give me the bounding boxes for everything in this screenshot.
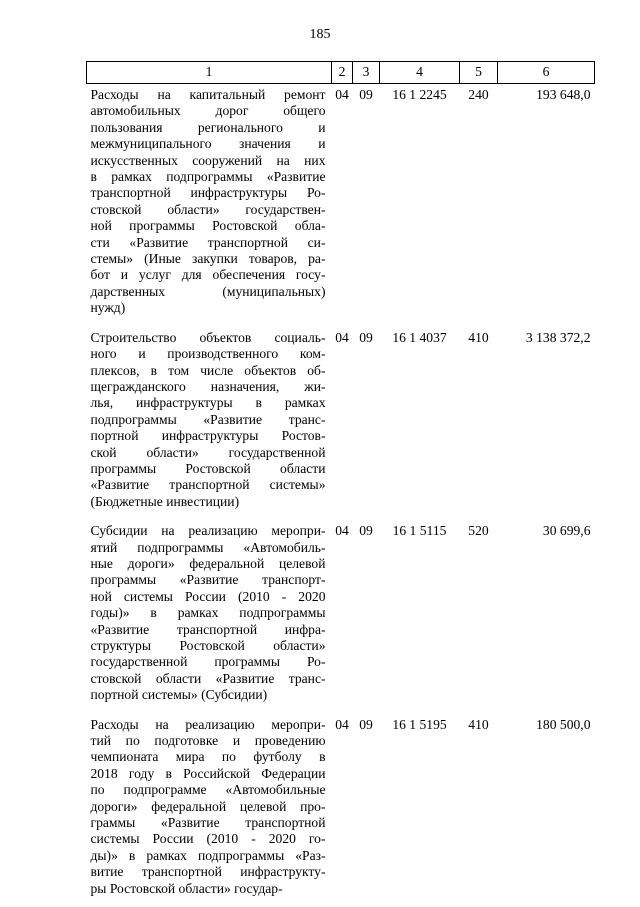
description-line: 2018 году в Российской Федерации <box>90 765 326 781</box>
row-subsection-code: 09 <box>359 523 373 539</box>
row-expense-type-code: 410 <box>468 716 489 732</box>
row-description <box>87 520 332 713</box>
row-section-code: 04 <box>335 329 349 345</box>
description-line: витие транспортной инфраструкту- <box>90 864 326 880</box>
description-line: транспортной инфраструктуры Ро- <box>90 185 326 201</box>
row-subsection-code: 09 <box>359 716 373 732</box>
description-line: граммы «Развитие транспортной <box>90 815 326 831</box>
page-number: 185 <box>309 27 331 42</box>
column-header-6: 6 <box>498 62 595 84</box>
table-header-row <box>87 62 595 84</box>
column-header-4: 4 <box>380 62 460 84</box>
row-subsection-code: 09 <box>359 87 373 102</box>
row-expense-type-code: 240 <box>468 87 489 102</box>
description-line: ды)» в рамках подпрограммы «Раз- <box>90 847 326 863</box>
description-line: программы «Развитие транспорт- <box>90 572 326 588</box>
row-expense-type-code: 410 <box>468 329 489 345</box>
description-line: «Развитие транспортной инфра- <box>90 621 326 637</box>
description-line: ного и производственного ком- <box>90 346 326 362</box>
row-amount: 180 500,0 <box>536 716 591 732</box>
row-target-article-code: 16 1 4037 <box>392 329 447 345</box>
row-description <box>87 84 332 327</box>
description-line: ной программы Ростовской обла- <box>90 218 326 234</box>
description-line: лья, инфраструктуры в рамках <box>90 395 326 411</box>
description-line: «Развитие транспортной системы» <box>90 477 326 493</box>
description-line: стовской области «Развитие транс- <box>90 670 326 686</box>
row-description <box>87 327 332 520</box>
description-line: сти «Развитие транспортной си- <box>90 234 326 250</box>
description-line: ской области» государственной <box>90 444 326 460</box>
description-line: по подпрограмме «Автомобильные <box>90 782 326 798</box>
description-line: ры Ростовской области» государ- <box>90 880 283 896</box>
description-line: бот и услуг для обеспечения госу- <box>90 267 326 283</box>
description-line: пользования регионального и <box>90 119 326 135</box>
table-row <box>87 327 595 520</box>
row-amount: 3 138 372,2 <box>525 329 591 345</box>
description-line: чемпионата мира по футболу в <box>90 749 326 765</box>
description-line: дарственных (муниципальных) <box>90 283 326 299</box>
table-row <box>87 84 595 327</box>
description-line: искусственных сооружений на них <box>90 152 326 168</box>
description-line: подпрограммы «Развитие транс- <box>90 411 326 427</box>
budget-table <box>86 61 595 907</box>
row-section-code: 04 <box>335 87 349 102</box>
row-target-article-code: 16 1 2245 <box>392 87 447 102</box>
description-line: структуры Ростовской области» <box>90 638 326 653</box>
description-line: государственной программы Ро- <box>90 654 326 670</box>
row-amount: 30 699,6 <box>542 523 591 539</box>
description-line: годы)» в рамках подпрограммы <box>90 605 326 621</box>
column-header-3: 3 <box>353 62 380 84</box>
description-line: ной системы России (2010 - 2020 <box>90 588 326 604</box>
row-section-code: 04 <box>335 523 349 539</box>
column-header-5: 5 <box>460 62 498 84</box>
description-line: тий по подготовке и проведению <box>90 733 326 749</box>
description-line: ные дороги» федеральной целевой <box>90 555 326 571</box>
description-line: плексов, в том числе объектов об- <box>90 362 326 378</box>
description-line: щегражданского назначения, жи- <box>90 378 326 394</box>
description-line: в рамках подпрограммы «Развитие <box>90 169 326 185</box>
column-header-1: 1 <box>87 62 332 84</box>
row-amount: 193 648,0 <box>536 87 591 102</box>
description-line: Субсидии на реализацию меропри- <box>90 523 326 539</box>
row-target-article-code: 16 1 5115 <box>392 523 447 539</box>
description-line: Расходы на капитальный ремонт <box>90 87 326 102</box>
column-header-2: 2 <box>332 62 353 84</box>
description-line: нужд) <box>90 300 126 316</box>
description-line: (Бюджетные инвестиции) <box>90 493 240 509</box>
row-description <box>87 714 332 907</box>
table-row <box>87 714 595 907</box>
description-line: портной инфраструктуры Ростов- <box>90 428 326 444</box>
description-line: портной системы» (Субсидии) <box>90 687 268 703</box>
table-row <box>87 520 595 713</box>
row-subsection-code: 09 <box>359 329 373 345</box>
description-line: ятий подпрограммы «Автомобиль- <box>90 539 326 555</box>
description-line: дороги» федеральной целевой про- <box>90 798 326 814</box>
description-line: межмуниципального значения и <box>90 136 326 152</box>
description-line: стемы» (Иные закупки товаров, ра- <box>90 251 326 267</box>
description-line: системы России (2010 - 2020 го- <box>90 831 326 847</box>
description-line: программы Ростовской области <box>90 460 326 476</box>
description-line: Строительство объектов социаль- <box>90 329 326 345</box>
row-expense-type-code: 520 <box>468 523 489 539</box>
row-target-article-code: 16 1 5195 <box>392 716 447 732</box>
description-line: Расходы на реализацию меропри- <box>90 716 326 732</box>
row-section-code: 04 <box>335 716 349 732</box>
description-line: стовской области» государствен- <box>90 201 326 217</box>
description-line: автомобильных дорог общего <box>90 103 326 119</box>
